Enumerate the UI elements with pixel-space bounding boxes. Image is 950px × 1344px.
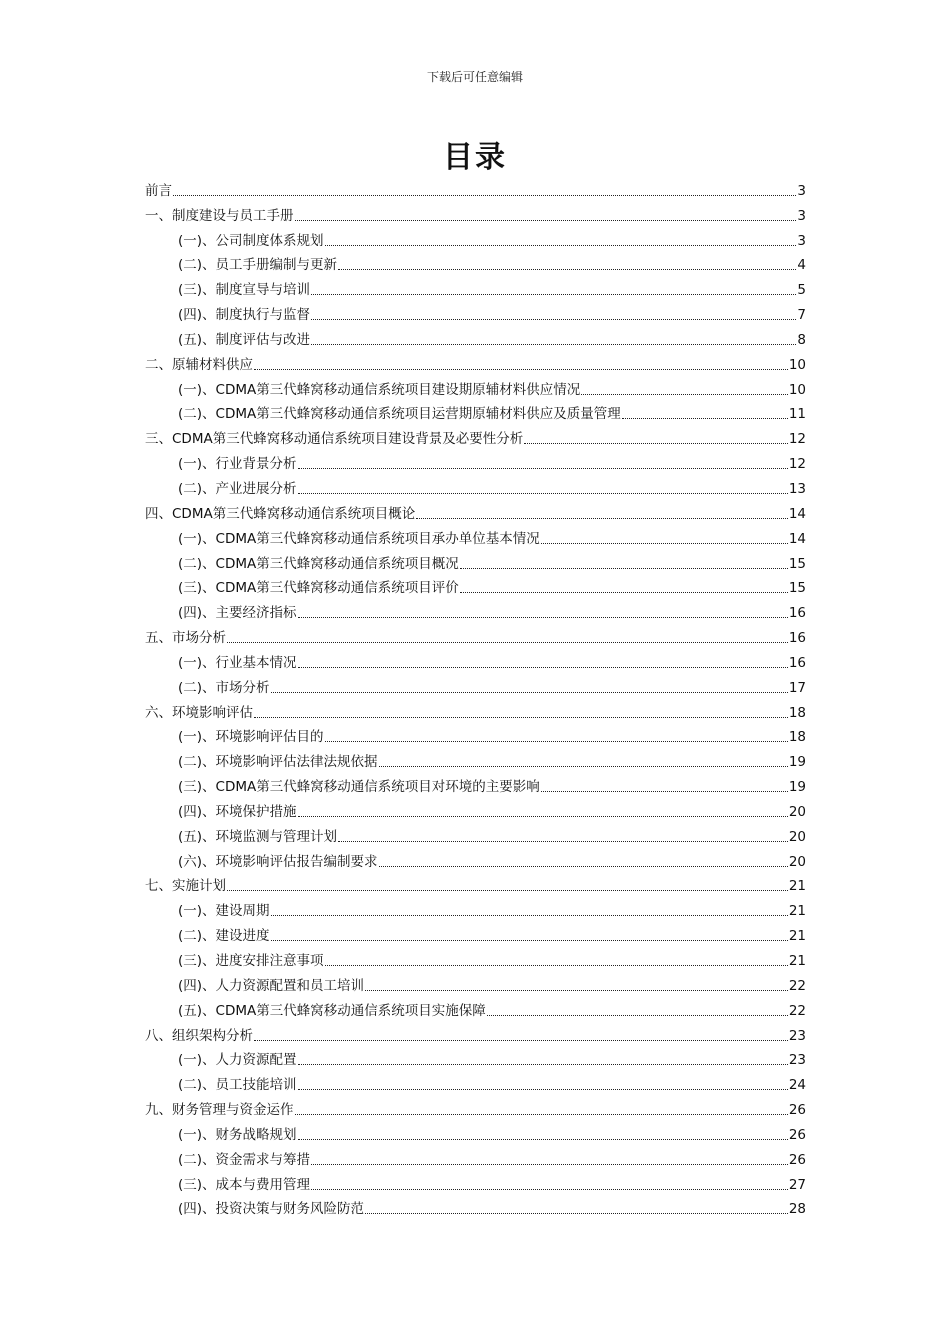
toc-entry[interactable] <box>145 1094 806 1119</box>
toc-page-number: 3 <box>797 207 806 224</box>
toc-page-number: 3 <box>797 182 806 199</box>
table-of-contents <box>145 175 806 1218</box>
toc-dot-leader <box>311 1163 788 1165</box>
toc-entry-text: 五、市场分析 <box>145 630 226 647</box>
toc-dot-leader <box>298 616 788 618</box>
toc-page-number: 16 <box>788 654 806 671</box>
toc-entry-text: (五)、环境监测与管理计划 <box>178 828 338 845</box>
toc-title: 目录 <box>443 140 507 175</box>
toc-dot-leader <box>254 1039 788 1041</box>
toc-dot-leader <box>295 1113 788 1115</box>
toc-entry-text: (一)、行业背景分析 <box>178 456 297 473</box>
toc-page-number: 21 <box>788 878 806 895</box>
toc-dot-leader <box>298 492 788 494</box>
toc-entry-text: 七、实施计划 <box>145 878 226 895</box>
toc-dot-leader <box>311 293 796 295</box>
toc-entry[interactable] <box>145 448 806 473</box>
toc-entry[interactable] <box>145 274 806 299</box>
toc-page-number: 22 <box>788 1002 806 1019</box>
toc-entry-text: (四)、投资决策与财务风险防范 <box>178 1201 365 1218</box>
toc-dot-leader <box>460 591 788 593</box>
toc-page-number: 28 <box>788 1201 806 1218</box>
toc-page-number: 12 <box>788 456 806 473</box>
toc-page-number: 14 <box>788 505 806 522</box>
toc-entry[interactable] <box>145 1020 806 1045</box>
toc-page-number: 14 <box>788 530 806 547</box>
toc-entry-text: (二)、环境影响评估法律法规依据 <box>178 754 378 771</box>
toc-dot-leader <box>298 1138 788 1140</box>
toc-entry-text: (四)、制度执行与监督 <box>178 307 311 324</box>
toc-page-number: 22 <box>788 977 806 994</box>
toc-entry-text: (二)、建设进度 <box>178 928 270 945</box>
toc-entry[interactable] <box>145 672 806 697</box>
toc-dot-leader <box>379 765 788 767</box>
toc-entry-text: (四)、人力资源配置和员工培训 <box>178 977 365 994</box>
toc-entry[interactable] <box>145 225 806 250</box>
toc-page-number: 19 <box>788 779 806 796</box>
toc-entry-text: (一)、人力资源配置 <box>178 1052 297 1069</box>
toc-dot-leader <box>365 989 788 991</box>
toc-page-number: 26 <box>788 1126 806 1143</box>
toc-entry[interactable] <box>145 1169 806 1194</box>
page-header-note: 下载后可任意编辑 <box>426 70 523 84</box>
toc-entry-text: (四)、主要经济指标 <box>178 605 297 622</box>
toc-entry-text: 九、财务管理与资金运作 <box>145 1102 294 1119</box>
toc-dot-leader <box>227 889 788 891</box>
toc-page-number: 24 <box>788 1077 806 1094</box>
toc-entry[interactable] <box>145 349 806 374</box>
toc-dot-leader <box>298 1088 788 1090</box>
toc-entry[interactable] <box>145 821 806 846</box>
toc-page-number: 15 <box>788 555 806 572</box>
toc-page-number: 12 <box>788 431 806 448</box>
toc-entry[interactable] <box>145 895 806 920</box>
toc-dot-leader <box>487 1014 788 1016</box>
toc-entry[interactable] <box>145 945 806 970</box>
toc-page-number: 10 <box>788 356 806 373</box>
toc-entry[interactable] <box>145 722 806 747</box>
toc-entry[interactable] <box>145 523 806 548</box>
toc-entry-text: (一)、环境影响评估目的 <box>178 729 324 746</box>
toc-entry-text: (二)、员工手册编制与更新 <box>178 257 338 274</box>
toc-page-number: 3 <box>797 232 806 249</box>
toc-entry-text: (三)、成本与费用管理 <box>178 1176 311 1193</box>
toc-dot-leader <box>271 939 788 941</box>
toc-dot-leader <box>311 1188 788 1190</box>
toc-entry-text: 八、组织架构分析 <box>145 1027 253 1044</box>
toc-entry-text: (四)、环境保护措施 <box>178 803 297 820</box>
toc-entry-text: (一)、财务战略规划 <box>178 1126 297 1143</box>
toc-dot-leader <box>541 542 788 544</box>
toc-dot-leader <box>254 368 788 370</box>
toc-entry-text: 三、CDMA第三代蜂窝移动通信系统项目建设背景及必要性分析 <box>145 431 524 448</box>
toc-entry[interactable] <box>145 970 806 995</box>
toc-entry-text: 一、制度建设与员工手册 <box>145 207 294 224</box>
toc-dot-leader <box>581 393 788 395</box>
toc-page-number: 17 <box>788 679 806 696</box>
toc-entry-text: (一)、行业基本情况 <box>178 654 297 671</box>
toc-entry[interactable] <box>145 250 806 275</box>
toc-page-number: 4 <box>797 257 806 274</box>
toc-entry[interactable] <box>145 871 806 896</box>
toc-dot-leader <box>254 716 788 718</box>
toc-entry-text: (一)、CDMA第三代蜂窝移动通信系统项目承办单位基本情况 <box>178 530 540 547</box>
toc-page-number: 20 <box>788 828 806 845</box>
toc-dot-leader <box>311 318 796 320</box>
toc-entry[interactable] <box>145 597 806 622</box>
toc-entry-text: (五)、CDMA第三代蜂窝移动通信系统项目实施保障 <box>178 1002 486 1019</box>
toc-entry-text: (二)、市场分析 <box>178 679 270 696</box>
toc-entry-text: (一)、CDMA第三代蜂窝移动通信系统项目建设期原辅材料供应情况 <box>178 381 581 398</box>
toc-page-number: 18 <box>788 729 806 746</box>
toc-entry[interactable] <box>145 995 806 1020</box>
toc-entry-text: (三)、制度宣导与培训 <box>178 282 311 299</box>
toc-dot-leader <box>325 244 797 246</box>
toc-entry[interactable] <box>145 1069 806 1094</box>
toc-page-number: 21 <box>788 953 806 969</box>
toc-dot-leader <box>338 268 796 270</box>
toc-entry-text: (三)、进度安排注意事项 <box>178 953 324 969</box>
toc-page-number: 21 <box>788 928 806 945</box>
toc-dot-leader <box>325 740 788 742</box>
toc-page-number: 20 <box>788 803 806 820</box>
toc-entry[interactable] <box>145 846 806 871</box>
toc-entry[interactable] <box>145 175 806 200</box>
toc-page-number: 11 <box>788 406 806 423</box>
toc-dot-leader <box>173 194 796 196</box>
toc-dot-leader <box>271 914 788 916</box>
toc-page-number: 20 <box>788 853 806 870</box>
toc-page-number: 13 <box>788 480 806 497</box>
toc-entry[interactable] <box>145 324 806 349</box>
toc-page-number: 23 <box>788 1027 806 1044</box>
toc-entry[interactable] <box>145 697 806 722</box>
toc-dot-leader <box>298 1063 788 1065</box>
toc-dot-leader <box>298 666 788 668</box>
toc-dot-leader <box>524 442 788 444</box>
toc-entry[interactable] <box>145 647 806 672</box>
toc-entry-text: 前言 <box>145 182 172 199</box>
toc-entry[interactable] <box>145 1119 806 1144</box>
toc-entry[interactable] <box>145 1045 806 1070</box>
toc-page-number: 7 <box>797 307 806 324</box>
toc-page-number: 18 <box>788 704 806 721</box>
toc-dot-leader <box>416 517 788 519</box>
toc-entry-text: (二)、CDMA第三代蜂窝移动通信系统项目运营期原辅材料供应及质量管理 <box>178 406 621 423</box>
toc-entry[interactable] <box>145 920 806 945</box>
toc-page-number: 19 <box>788 754 806 771</box>
toc-dot-leader <box>325 964 788 966</box>
toc-entry-text: 六、环境影响评估 <box>145 704 253 721</box>
toc-dot-leader <box>295 219 797 221</box>
toc-entry[interactable] <box>145 573 806 598</box>
toc-entry[interactable] <box>145 1194 806 1219</box>
toc-entry[interactable] <box>145 498 806 523</box>
toc-page-number: 26 <box>788 1102 806 1119</box>
toc-dot-leader <box>271 691 788 693</box>
toc-page-number: 27 <box>788 1176 806 1193</box>
toc-dot-leader <box>541 790 788 792</box>
toc-dot-leader <box>227 641 788 643</box>
toc-entry-text: (二)、产业进展分析 <box>178 480 297 497</box>
toc-dot-leader <box>298 815 788 817</box>
toc-entry-text: (二)、资金需求与筹措 <box>178 1151 311 1168</box>
toc-entry[interactable] <box>145 423 806 448</box>
toc-entry[interactable] <box>145 548 806 573</box>
toc-entry-text: 二、原辅材料供应 <box>145 356 253 373</box>
toc-entry[interactable] <box>145 622 806 647</box>
toc-entry[interactable] <box>145 374 806 399</box>
toc-dot-leader <box>379 865 788 867</box>
toc-entry-text: (一)、公司制度体系规划 <box>178 232 324 249</box>
toc-dot-leader <box>298 467 788 469</box>
toc-page-number: 10 <box>788 381 806 398</box>
toc-page-number: 16 <box>788 605 806 622</box>
toc-page-number: 15 <box>788 580 806 597</box>
toc-page-number: 23 <box>788 1052 806 1069</box>
toc-entry-text: (二)、CDMA第三代蜂窝移动通信系统项目概况 <box>178 555 459 572</box>
toc-dot-leader <box>460 567 788 569</box>
toc-entry[interactable] <box>145 796 806 821</box>
toc-dot-leader <box>338 840 788 842</box>
toc-entry[interactable] <box>145 746 806 771</box>
toc-entry[interactable] <box>145 473 806 498</box>
toc-entry-text: 四、CDMA第三代蜂窝移动通信系统项目概论 <box>145 505 416 522</box>
toc-entry-text: (二)、员工技能培训 <box>178 1077 297 1094</box>
toc-page-number: 21 <box>788 903 806 920</box>
toc-page-number: 26 <box>788 1151 806 1168</box>
toc-entry[interactable] <box>145 771 806 796</box>
toc-dot-leader <box>365 1212 788 1214</box>
toc-entry[interactable] <box>145 200 806 225</box>
toc-page-number: 8 <box>797 331 806 348</box>
toc-page-number: 5 <box>797 282 806 299</box>
toc-entry-text: (一)、建设周期 <box>178 903 270 920</box>
toc-entry-text: (三)、CDMA第三代蜂窝移动通信系统项目对环境的主要影响 <box>178 779 540 796</box>
toc-entry[interactable] <box>145 1144 806 1169</box>
toc-entry-text: (六)、环境影响评估报告编制要求 <box>178 853 378 870</box>
toc-dot-leader <box>622 417 788 419</box>
toc-entry[interactable] <box>145 399 806 424</box>
toc-entry[interactable] <box>145 299 806 324</box>
toc-page-number: 16 <box>788 630 806 647</box>
toc-dot-leader <box>311 343 796 345</box>
toc-entry-text: (五)、制度评估与改进 <box>178 331 311 348</box>
toc-entry-text: (三)、CDMA第三代蜂窝移动通信系统项目评价 <box>178 580 459 597</box>
